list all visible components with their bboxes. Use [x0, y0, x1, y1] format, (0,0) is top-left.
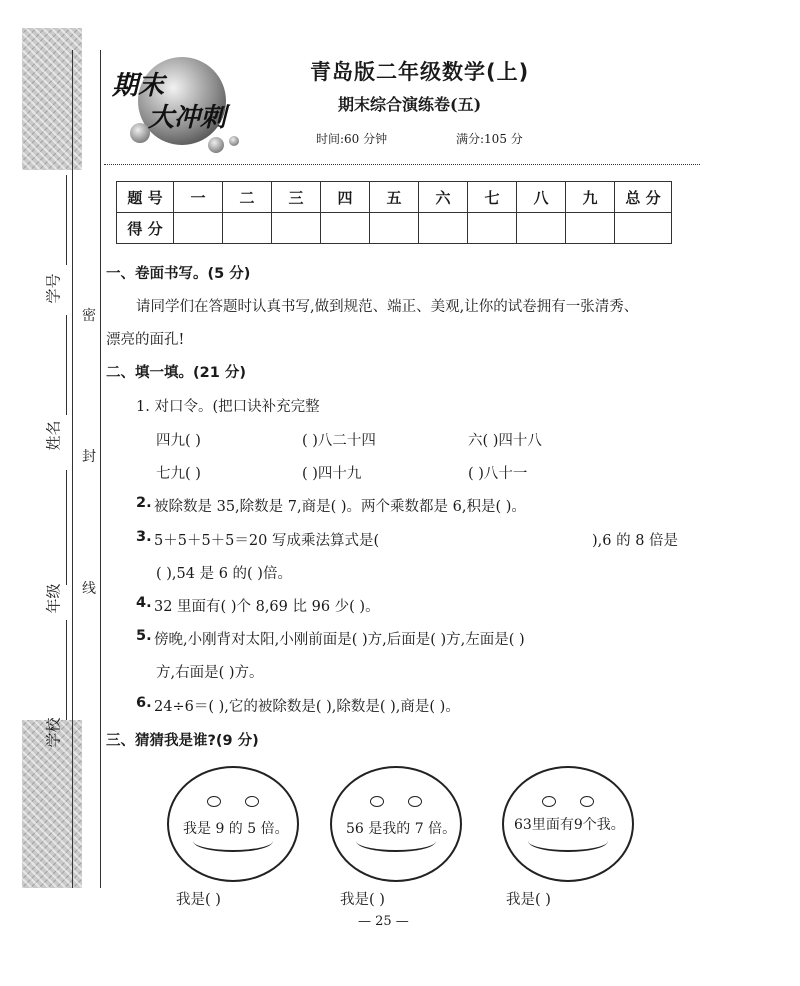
smiley-face-3: [502, 766, 634, 882]
face-text: 63里面有9个我。: [514, 817, 625, 833]
q5-number: 5.: [136, 628, 152, 644]
eye: [207, 796, 221, 807]
header-cell: 七: [468, 182, 517, 213]
score-cell[interactable]: [615, 213, 672, 244]
mouth: [528, 830, 608, 852]
eye: [580, 796, 594, 807]
header-cell: 总 分: [615, 182, 672, 213]
q1-item: 四九( ): [156, 433, 201, 449]
smiley-face-1: [167, 766, 299, 882]
seal-xian: 线: [82, 581, 96, 597]
page-title: 青岛版二年级数学(上): [310, 60, 530, 84]
q6-number: 6.: [136, 695, 152, 711]
blank-name: [66, 315, 67, 415]
logo-text-2: 大冲刺: [148, 103, 227, 133]
header-cell: 八: [517, 182, 566, 213]
section1-text-line2: 漂亮的面孔!: [106, 332, 185, 348]
seal-feng: 封: [82, 449, 96, 465]
q1-item: ( )八十一: [468, 466, 528, 482]
score-cell[interactable]: [321, 213, 370, 244]
header-cell: 四: [321, 182, 370, 213]
binding-pattern-top: [22, 28, 82, 170]
header-divider: [104, 164, 700, 165]
header-cell: 二: [223, 182, 272, 213]
logo-text-1: 期末: [112, 71, 165, 101]
q1-item: ( )八二十四: [302, 433, 376, 449]
binding-line-right: [100, 50, 101, 888]
mouth: [193, 830, 273, 852]
q5-text-b: 方,右面是( )方。: [156, 665, 264, 681]
smiley-face-2: [330, 766, 462, 882]
header-cell: 九: [566, 182, 615, 213]
score-cell[interactable]: [517, 213, 566, 244]
section3-heading: 三、猜猜我是谁?(9 分): [106, 733, 259, 749]
section1-text-line1: 请同学们在答题时认真书写,做到规范、端正、美观,让你的试卷拥有一张清秀、: [136, 299, 639, 315]
q5-text-a: 傍晚,小刚背对太阳,小刚前面是( )方,后面是( )方,左面是( ): [154, 632, 525, 648]
section1-heading: 一、卷面书写。(5 分): [106, 266, 251, 282]
q6-text: 24÷6＝( ),它的被除数是( ),除数是( ),商是( )。: [154, 699, 460, 715]
label-name: 姓名: [44, 420, 63, 451]
score-table: [116, 181, 672, 244]
q2-number: 2.: [136, 495, 152, 511]
blank-grade: [66, 470, 67, 585]
eye: [245, 796, 259, 807]
page-subtitle: 期末综合演练卷(五): [338, 95, 482, 114]
q3-text-c: ( ),54 是 6 的( )倍。: [156, 566, 292, 582]
header-cell: 题 号: [117, 182, 174, 213]
exam-full-score: 满分:105 分: [456, 132, 523, 146]
eye: [370, 796, 384, 807]
label-student-id: 学号: [44, 273, 63, 304]
score-table-header-row: [117, 182, 672, 213]
label-school: 学校: [44, 717, 63, 748]
q3-text-a: 5＋5＋5＋5＝20 写成乘法算式是(: [154, 533, 380, 549]
score-cell[interactable]: [468, 213, 517, 244]
header-cell: 三: [272, 182, 321, 213]
q4-number: 4.: [136, 595, 152, 611]
score-table-score-row: [117, 213, 672, 244]
blank-student-id: [66, 175, 67, 265]
answer-3: 我是( ): [506, 892, 551, 908]
q4-text: 32 里面有( )个 8,69 比 96 少( )。: [154, 599, 380, 615]
header-cell: 六: [419, 182, 468, 213]
q2-text: 被除数是 35,除数是 7,商是( )。两个乘数都是 6,积是( )。: [154, 499, 526, 515]
score-cell[interactable]: [223, 213, 272, 244]
logo: [112, 55, 252, 160]
blank-school: [66, 620, 67, 720]
answer-1: 我是( ): [176, 892, 221, 908]
score-cell[interactable]: [419, 213, 468, 244]
mouth: [356, 830, 436, 852]
score-cell[interactable]: [174, 213, 223, 244]
q1-item: ( )四十九: [302, 466, 362, 482]
header-cell: 五: [370, 182, 419, 213]
page-number: — 25 —: [358, 914, 409, 929]
score-cell[interactable]: [272, 213, 321, 244]
score-label-cell: 得 分: [117, 213, 174, 244]
q1-item: 六( )四十八: [468, 433, 542, 449]
seal-mi: 密: [82, 308, 96, 324]
q1-text: 1. 对口令。(把口诀补充完整: [136, 399, 320, 415]
score-cell[interactable]: [370, 213, 419, 244]
q1-item: 七九( ): [156, 466, 201, 482]
label-grade: 年级: [44, 583, 63, 614]
q3-text-b: ),6 的 8 倍是: [592, 533, 679, 549]
face-text: 56 是我的 7 倍。: [346, 821, 457, 837]
face-text: 我是 9 的 5 倍。: [183, 821, 289, 837]
q3-number: 3.: [136, 529, 152, 545]
eye: [408, 796, 422, 807]
score-cell[interactable]: [566, 213, 615, 244]
header-cell: 一: [174, 182, 223, 213]
eye: [542, 796, 556, 807]
answer-2: 我是( ): [340, 892, 385, 908]
binding-line-left: [72, 50, 73, 888]
section2-heading: 二、填一填。(21 分): [106, 365, 246, 381]
exam-time: 时间:60 分钟: [316, 132, 388, 146]
